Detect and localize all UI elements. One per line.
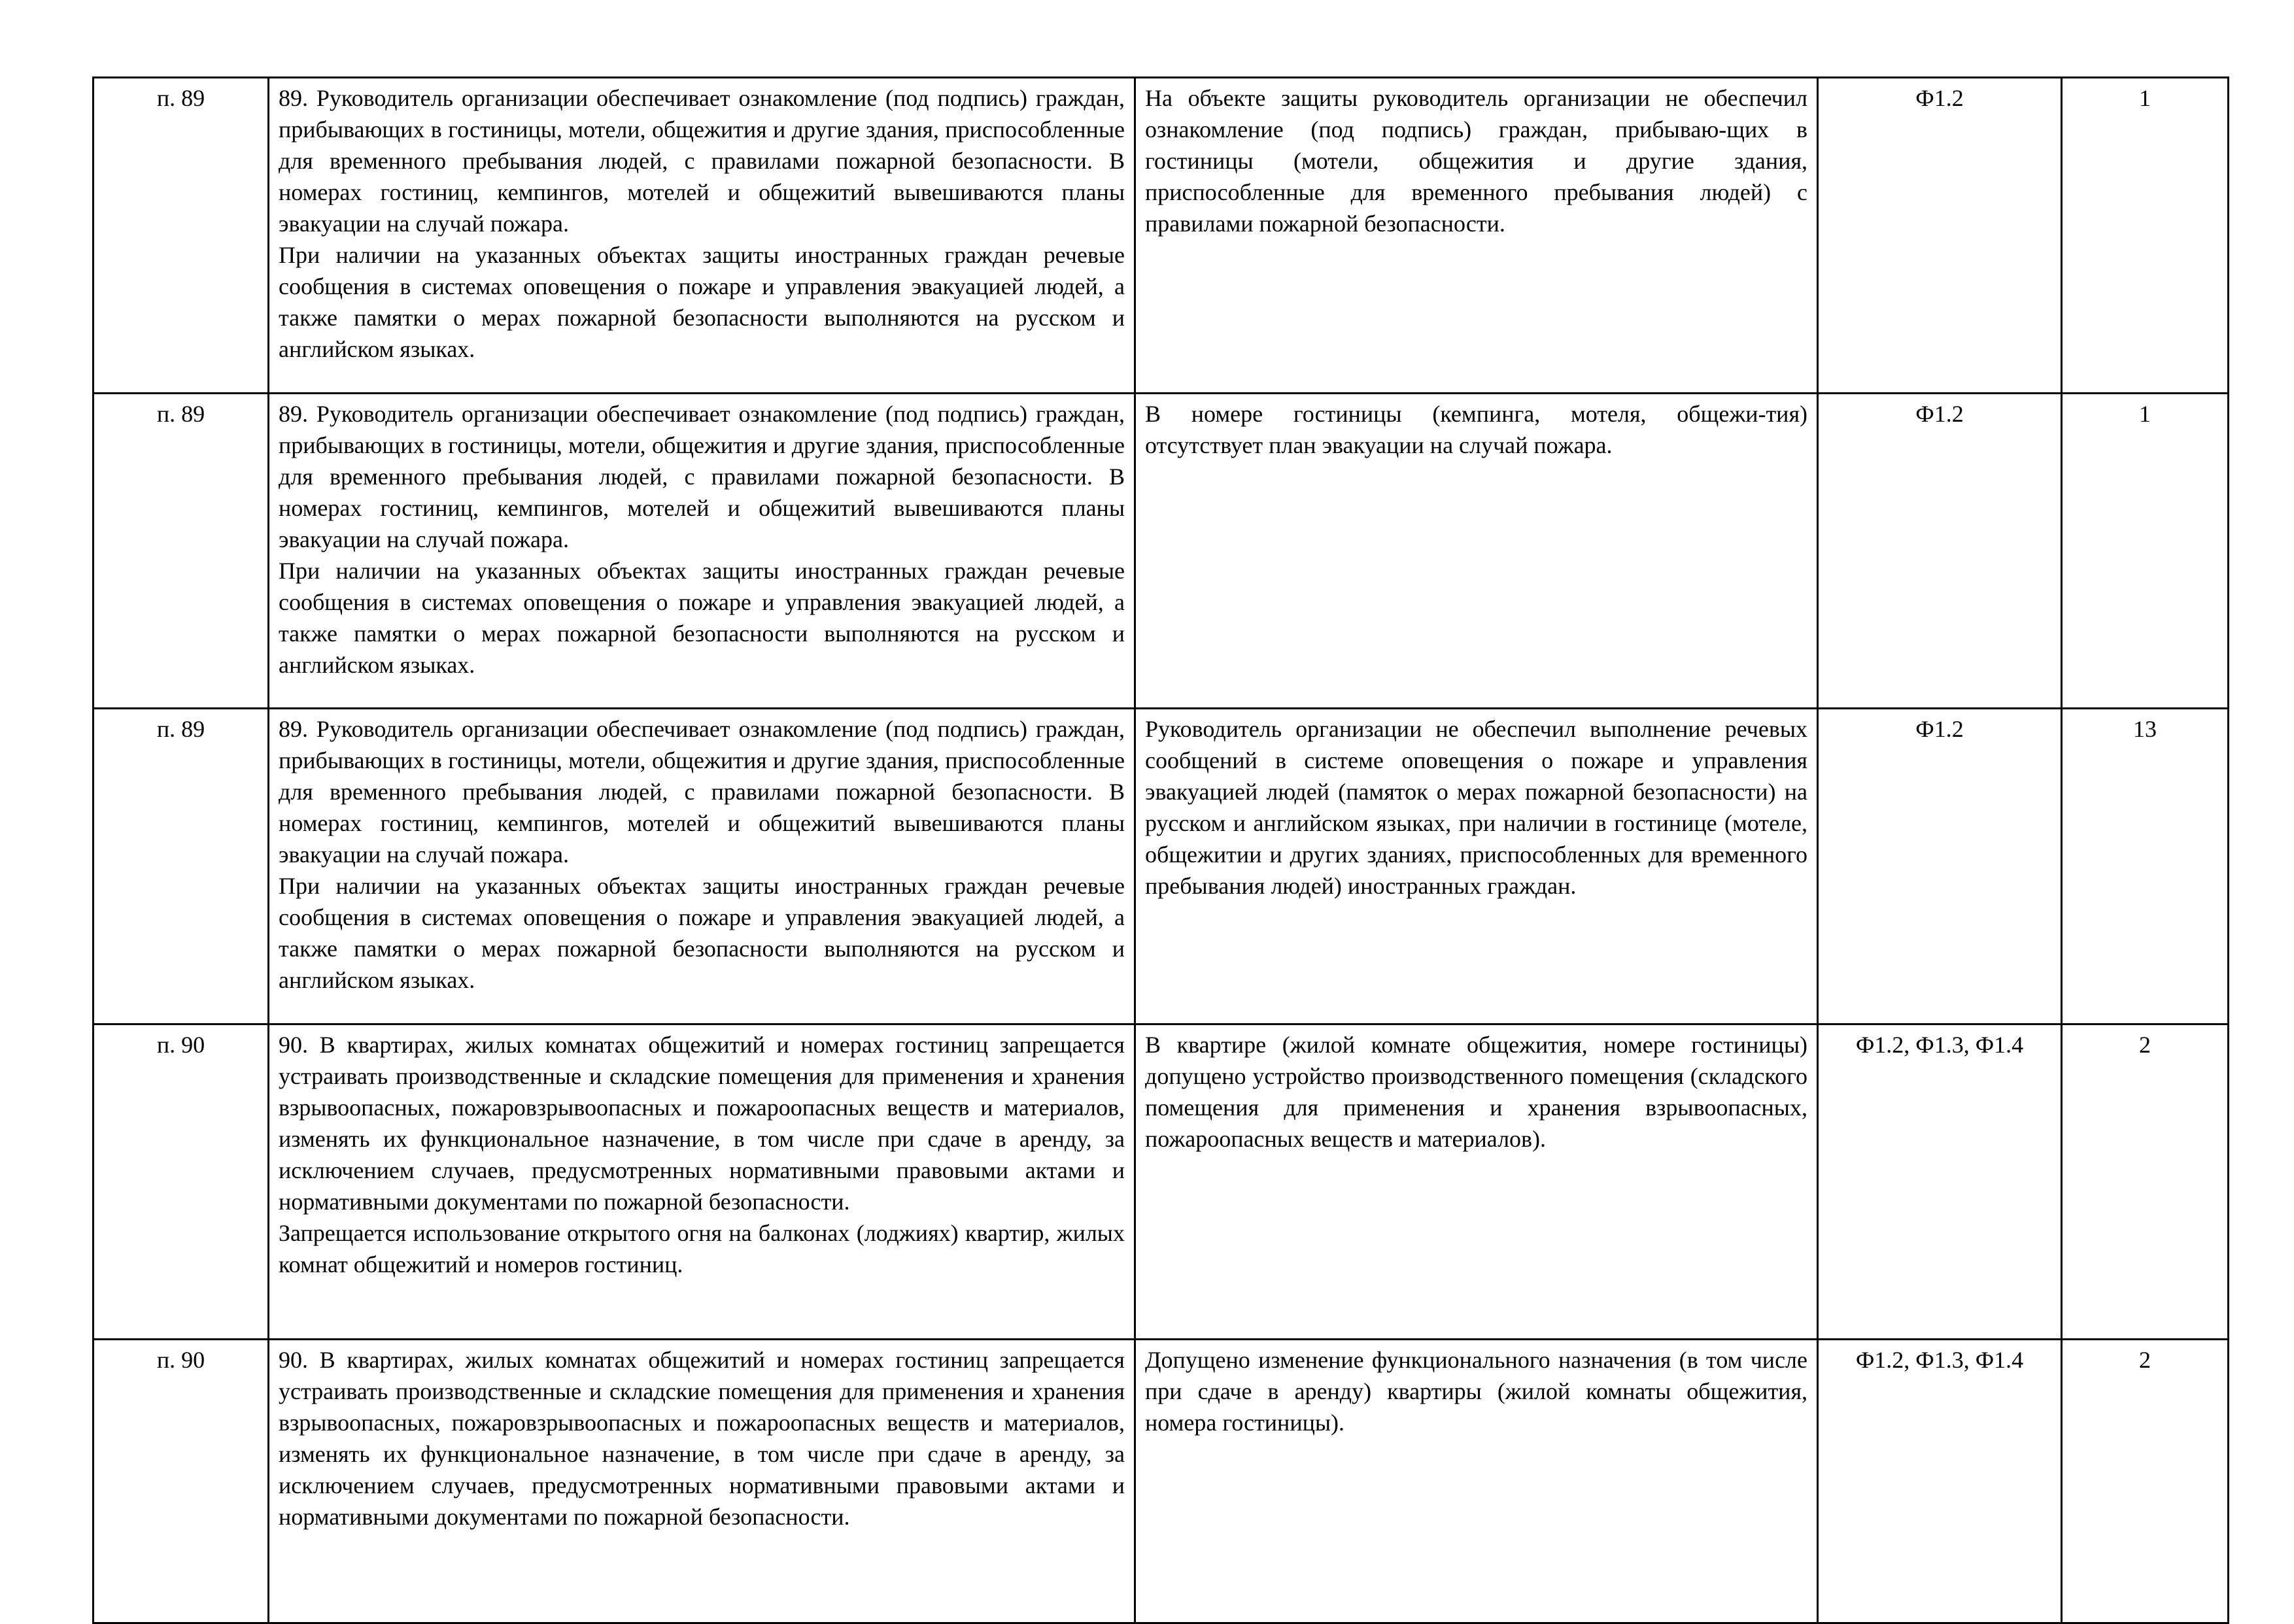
- violation-paragraph: На объекте защиты руководитель организации не обеспечил ознакомление (под подпись) граждан, прибываю-щих в гостиницы (мотели, общежития и другие здания, приспособленные для временного пребывания людей) с правилами пожарной безопасности.: [1145, 85, 1807, 237]
- violation-text: [1135, 1340, 1818, 1623]
- violation-text: [1135, 709, 1818, 1024]
- violation-text: [1135, 394, 1818, 709]
- table-row: [94, 1024, 2229, 1340]
- violation-paragraph: Руководитель организации не обеспечил выполнение речевых сообщений в системе оповещения о пожаре и управления эвакуацией людей (памяток о мерах пожарной безопасности) на русском и английском языках, при наличии в гостинице (мотеле, общежитии и других зданиях, приспособленных для временного пребывания людей) иностранных граждан.: [1145, 716, 1807, 899]
- table-row: [94, 78, 2229, 394]
- row-number: 2: [2062, 1340, 2229, 1623]
- table-row: [94, 709, 2229, 1024]
- norm-paragraph: 89. Руководитель организации обеспечивает ознакомление (под подпись) граждан, прибывающих в гостиницы, мотели, общежития и другие здания, приспособленные для временного пребывания людей, с правилами пожарной безопасности. В номерах гостиниц, кемпингов, мотелей и общежитий вывешиваются планы эвакуации на случай пожара.: [279, 401, 1125, 552]
- norm-text: [269, 1340, 1135, 1623]
- functional-class: Ф1.2: [1818, 78, 2062, 394]
- violation-text: [1135, 78, 1818, 394]
- violation-paragraph: В номере гостиницы (кемпинга, мотеля, общежи-тия) отсутствует план эвакуации на случай пожара.: [1145, 401, 1807, 458]
- violation-paragraph: Допущено изменение функционального назначения (в том числе при сдаче в аренду) квартиры (жилой комнаты общежития, номера гостиницы).: [1145, 1347, 1807, 1436]
- row-number: 1: [2062, 394, 2229, 709]
- norm-text: [269, 709, 1135, 1024]
- functional-class: Ф1.2, Ф1.3, Ф1.4: [1818, 1024, 2062, 1340]
- norm-text: [269, 1024, 1135, 1340]
- clause-ref: п. 89: [94, 709, 269, 1024]
- violation-text: [1135, 1024, 1818, 1340]
- row-number: 13: [2062, 709, 2229, 1024]
- clause-ref: п. 89: [94, 78, 269, 394]
- table-row: [94, 1340, 2229, 1623]
- norm-text: [269, 394, 1135, 709]
- functional-class: Ф1.2, Ф1.3, Ф1.4: [1818, 1340, 2062, 1623]
- norm-paragraph: 90. В квартирах, жилых комнатах общежитий и номерах гостиниц запрещается устраивать производственные и складские помещения для применения и хранения взрывоопасных, пожаровзрывоопасных и пожароопасных веществ и материалов, изменять их функциональное назначение, в том числе при сдаче в аренду, за исключением случаев, предусмотренных нормативными правовыми актами и нормативными документами по пожарной безопасности.: [279, 1347, 1125, 1530]
- clause-ref: п. 89: [94, 394, 269, 709]
- table-row: [94, 394, 2229, 709]
- row-number: 1: [2062, 78, 2229, 394]
- norm-paragraph: При наличии на указанных объектах защиты иностранных граждан речевые сообщения в системах оповещения о пожаре и управления эвакуацией людей, а также памятки о мерах пожарной безопасности выполняются на русском и английском языках.: [279, 558, 1125, 678]
- violations-table: [92, 76, 2229, 1624]
- norm-paragraph: Запрещается использование открытого огня на балконах (лоджиях) квартир, жилых комнат общежитий и номеров гостиниц.: [279, 1220, 1125, 1277]
- clause-ref: п. 90: [94, 1340, 269, 1623]
- norm-text: [269, 78, 1135, 394]
- norm-paragraph: 89. Руководитель организации обеспечивает ознакомление (под подпись) граждан, прибывающих в гостиницы, мотели, общежития и другие здания, приспособленные для временного пребывания людей, с правилами пожарной безопасности. В номерах гостиниц, кемпингов, мотелей и общежитий вывешиваются планы эвакуации на случай пожара.: [279, 85, 1125, 237]
- norm-paragraph: 90. В квартирах, жилых комнатах общежитий и номерах гостиниц запрещается устраивать производственные и складские помещения для применения и хранения взрывоопасных, пожаровзрывоопасных и пожароопасных веществ и материалов, изменять их функциональное назначение, в том числе при сдаче в аренду, за исключением случаев, предусмотренных нормативными правовыми актами и нормативными документами по пожарной безопасности.: [279, 1032, 1125, 1215]
- functional-class: Ф1.2: [1818, 394, 2062, 709]
- clause-ref: п. 90: [94, 1024, 269, 1340]
- functional-class: Ф1.2: [1818, 709, 2062, 1024]
- norm-paragraph: 89. Руководитель организации обеспечивает ознакомление (под подпись) граждан, прибывающих в гостиницы, мотели, общежития и другие здания, приспособленные для временного пребывания людей, с правилами пожарной безопасности. В номерах гостиниц, кемпингов, мотелей и общежитий вывешиваются планы эвакуации на случай пожара.: [279, 716, 1125, 868]
- norm-paragraph: При наличии на указанных объектах защиты иностранных граждан речевые сообщения в системах оповещения о пожаре и управления эвакуацией людей, а также памятки о мерах пожарной безопасности выполняются на русском и английском языках.: [279, 873, 1125, 993]
- norm-paragraph: При наличии на указанных объектах защиты иностранных граждан речевые сообщения в системах оповещения о пожаре и управления эвакуацией людей, а также памятки о мерах пожарной безопасности выполняются на русском и английском языках.: [279, 242, 1125, 362]
- row-number: 2: [2062, 1024, 2229, 1340]
- violation-paragraph: В квартире (жилой комнате общежития, номере гостиницы) допущено устройство производственного помещения (складского помещения для применения и хранения взрывоопасных, пожароопасных веществ и материалов).: [1145, 1032, 1807, 1152]
